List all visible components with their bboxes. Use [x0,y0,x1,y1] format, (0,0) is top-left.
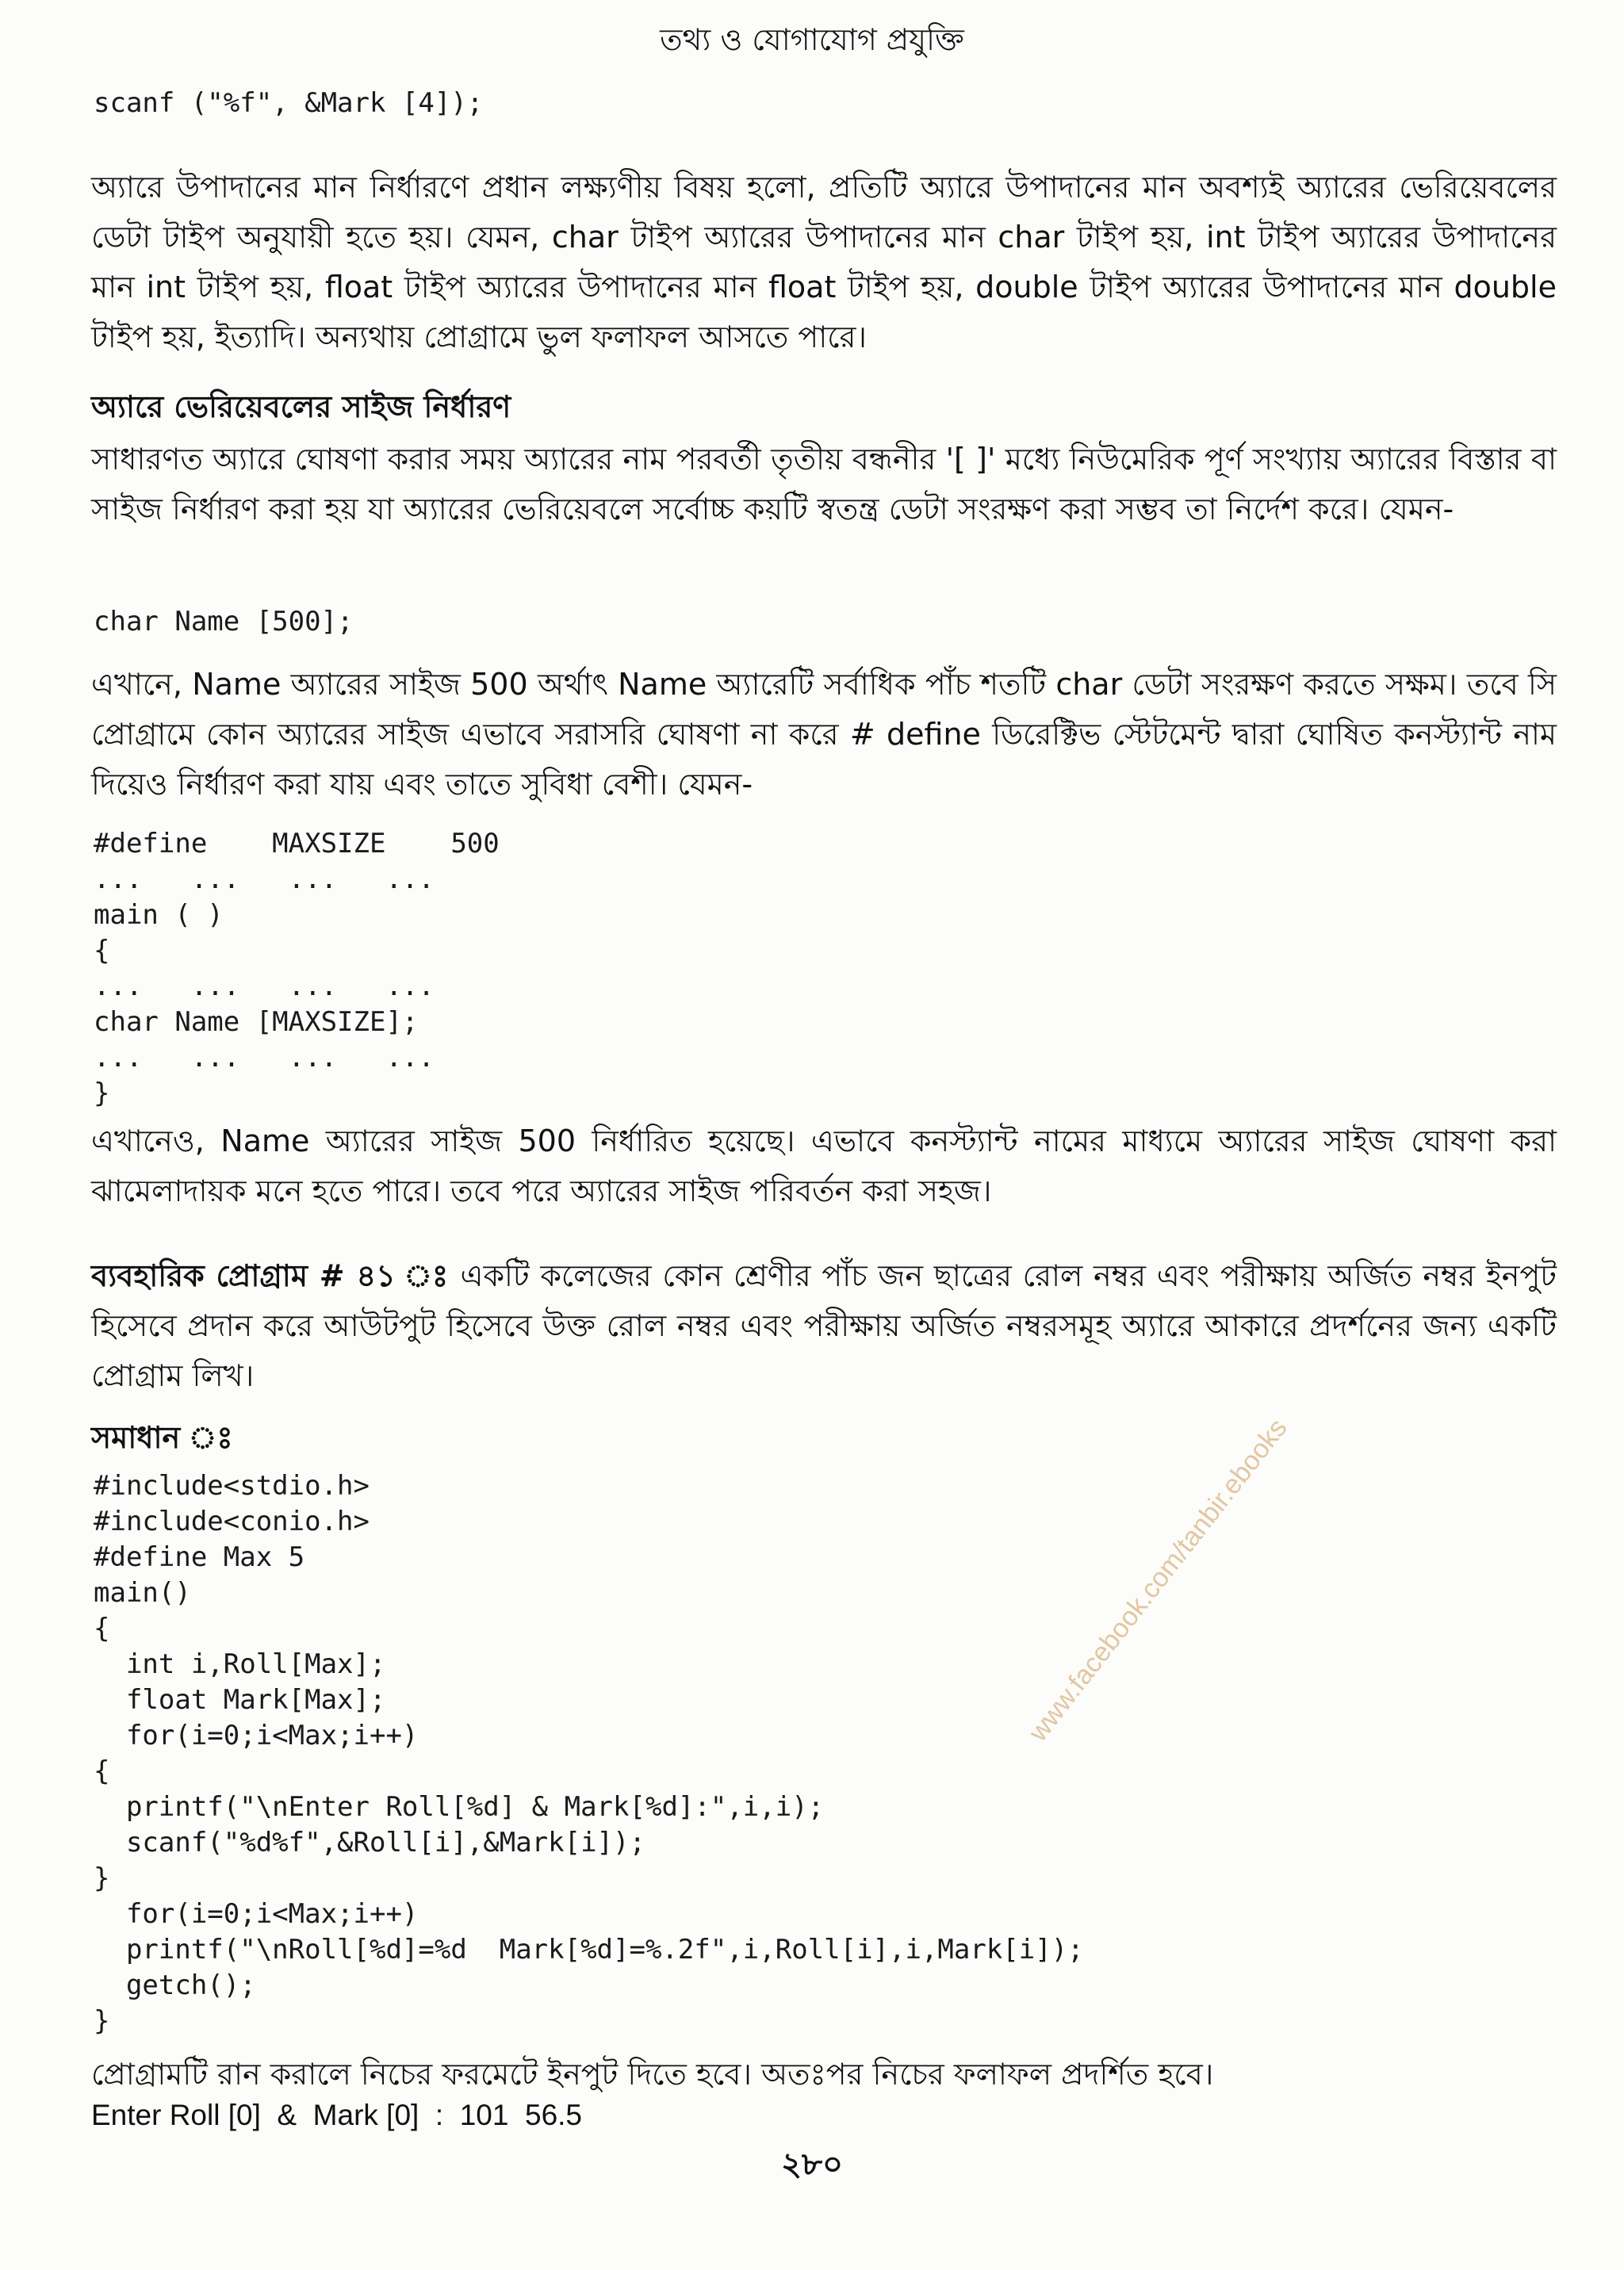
practical-program-text: একটি কলেজের কোন শ্রেণীর পাঁচ জন ছাত্রের রোল নম্বর এবং পরীক্ষায় অর্জিত নম্বর ইনপুট হিসেবে প্রদান করে আউটপুট হিসেবে উক্ত রোল নম্বর এবং পরীক্ষায় অর্জিত নম্বরসমূহ অ্যারে আকারে প্রদর্শনের জন্য একটি প্রোগ্রাম লিখ। [91,1258,1557,1393]
code-line: ... ... ... ... [94,970,435,1002]
solution-heading: সমাধান ঃ [91,1420,233,1455]
code-line: for(i=0;i<Max;i++) [94,1898,419,1930]
code-line: main ( ) [94,899,224,931]
code-solution-program [94,1468,1084,2039]
code-define-maxsize [94,826,500,1112]
running-header: তথ্য ও যোগাযোগ প্রযুক্তি [660,22,964,57]
code-line: char Name [MAXSIZE]; [94,1006,419,1038]
code-line: printf("\nRoll[%d]=%d Mark[%d]=%.2f",i,Roll[i],i,Mark[i]); [94,1934,1084,1966]
code-line: int i,Roll[Max]; [94,1648,386,1680]
code-line: float Mark[Max]; [94,1684,386,1716]
code-line: } [94,2005,110,2037]
code-line: #include<conio.h> [94,1506,370,1537]
paragraph-run-instruction: প্রোগ্রামটি রান করালে নিচের ফরমেটে ইনপুট দিতে হবে। অতঃপর নিচের ফলাফল প্রদর্শিত হবে। [91,2057,1214,2092]
paragraph-name-size-define: এখানে, Name অ্যারের সাইজ 500 অর্থাৎ Name অ্যারেটি সর্বাধিক পাঁচ শতটি char ডেটা সংরক্ষণ করতে সক্ষম। তবে সি প্রোগ্রামে কোন অ্যারের সাইজ এভাবে সরাসরি ঘোষণা না করে # define ডিরেক্টিভ স্টেটমেন্ট দ্বারা ঘোষিত কনস্ট্যান্ট নাম দিয়েও নির্ধারণ করা যায় এবং তাতে সুবিধা বেশী। যেমন- [91,667,1557,802]
code-line: ... ... ... ... [94,1042,435,1074]
practical-program-label: ব্যবহারিক প্রোগ্রাম # ৪১ ঃ [91,1258,450,1293]
code-line: { [94,935,110,967]
sample-input-line: Enter Roll [0] & Mark [0] : 101 56.5 [91,2099,583,2131]
code-line: } [94,1862,110,1894]
code-line: { [94,1755,110,1787]
code-line: #include<stdio.h> [94,1470,370,1502]
paragraph-array-size: সাধারণত অ্যারে ঘোষণা করার সময় অ্যারের নাম পরবর্তী তৃতীয় বন্ধনীর '[ ]' মধ্যে নিউমেরিক পূর্ণ সংখ্যায় অ্যারের বিস্তার বা সাইজ নির্ধারণ করা হয় যা অ্যারের ভেরিয়েবলে সর্বোচ্চ কয়টি স্বতন্ত্র ডেটা সংরক্ষণ করা সম্ভব তা নির্দেশ করে। যেমন- [91,442,1557,526]
code-line: getch(); [94,1970,256,2001]
code-char-name [94,604,354,640]
code-line: scanf("%d%f",&Roll[i],&Mark[i]); [94,1827,645,1858]
code-line: #define Max 5 [94,1541,305,1573]
code-line: #define MAXSIZE 500 [94,828,500,859]
paragraph-array-element-type: অ্যারে উপাদানের মান নির্ধারণে প্রধান লক্ষ্যণীয় বিষয় হলো, প্রতিটি অ্যারে উপাদানের মান অবশ্যই অ্যারের ভেরিয়েবলের ডেটা টাইপ অনুযায়ী হতে হয়। যেমন, char টাইপ অ্যারের উপাদানের মান char টাইপ হয়, int টাইপ অ্যারের উপাদানের মান int টাইপ হয়, float টাইপ অ্যারের উপাদানের মান float টাইপ হয়, double টাইপ অ্যারের উপাদানের মান double টাইপ হয়, ইত্যাদি। অন্যথায় প্রোগ্রামে ভুল ফলাফল আসতে পারে। [91,170,1557,354]
code-line: { [94,1613,110,1644]
code-line: ... ... ... ... [94,863,435,895]
code-line: main() [94,1577,191,1609]
code-line: printf("\nEnter Roll[%d] & Mark[%d]:",i,i); [94,1791,825,1823]
watermark-text: www.facebook.com/tanbir.ebooks [1023,1413,1293,1747]
code-scanf-mark [94,86,483,121]
code-line: for(i=0;i<Max;i++) [94,1720,419,1751]
code-line: scanf ("%f", &Mark [4]); [94,87,484,119]
section-heading-array-size: অ্যারে ভেরিয়েবলের সাইজ নির্ধারণ [91,389,511,424]
code-line: } [94,1078,110,1109]
code-line: char Name [500]; [94,606,354,637]
practical-program-statement [91,1251,1557,1401]
paragraph-constant-size: এখানেও, Name অ্যারের সাইজ 500 নির্ধারিত হয়েছে। এভাবে কনস্ট্যান্ট নামের মাধ্যমে অ্যারের সাইজ ঘোষণা করা ঝামেলাদায়ক মনে হতে পারে। তবে পরে অ্যারের সাইজ পরিবর্তন করা সহজ। [91,1124,1557,1208]
page-number: ২৮০ [781,2146,843,2183]
